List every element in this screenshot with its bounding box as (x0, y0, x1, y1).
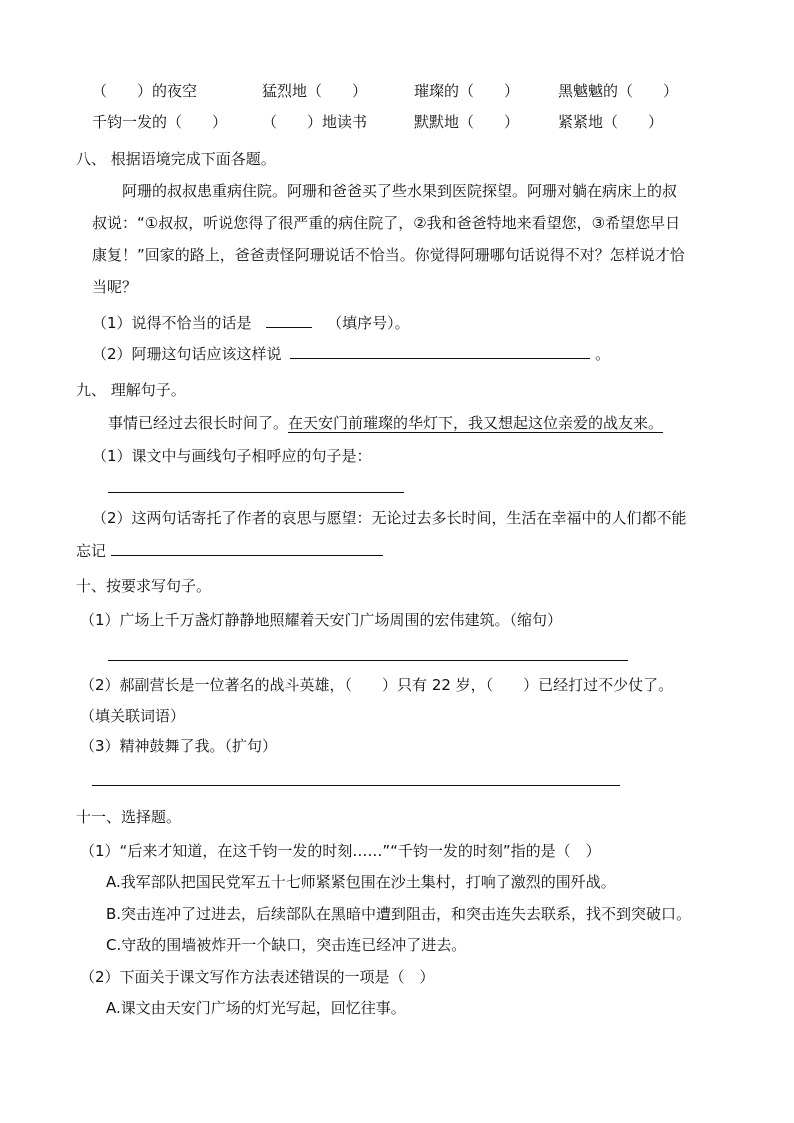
answer-line[interactable] (108, 660, 628, 661)
option-a[interactable]: A.我军部队把国民党军五十七师紧紧包围在沙土集村，打响了激烈的围歼战。 (106, 873, 616, 891)
vocab-item: 璀璨的（ ） (414, 82, 520, 100)
answer-line[interactable] (108, 492, 404, 493)
q8-sub1-prefix: （1）说得不恰当的话是 (92, 314, 252, 332)
passage-line: 阿珊的叔叔患重病住院。阿珊和爸爸买了些水果到医院探望。阿珊对躺在病床上的叔 (122, 182, 678, 200)
answer-line[interactable] (92, 785, 620, 786)
underlined-sentence: 在天安门前璀璨的华灯下，我又想起这位亲爱的战友来。 (288, 414, 664, 432)
section-heading-10: 十、按要求写句子。 (76, 577, 212, 595)
q10-sub2: （2）郝副营长是一位著名的战斗英雄，（ ）只有 22 岁，（ ）已经打过不少仗了。 (80, 676, 674, 694)
q9-sentence (108, 412, 663, 434)
answer-blank[interactable] (290, 342, 590, 359)
option-c[interactable]: C.守敌的围墙被炸开一个缺口，突击连已经冲了进去。 (106, 936, 467, 954)
q10-sub2-note: （填关联词语） (80, 707, 186, 725)
q9-sub2: （2）这两句话寄托了作者的哀思与愿望：无论过去多长时间，生活在幸福中的人们都不能 (92, 509, 687, 527)
option-a[interactable]: A.课文由天安门广场的灯光写起，回忆往事。 (106, 999, 406, 1017)
q8-sub1-suffix: （填序号）。 (327, 314, 410, 332)
section-heading-8: 八、 根据语境完成下面各题。 (76, 150, 276, 168)
vocab-item: 千钧一发的（ ） (92, 113, 228, 131)
passage-line: 叔说：“①叔叔，听说您得了很严重的病住院了，②我和爸爸特地来看望您，③希望您早日 (92, 214, 681, 232)
vocab-item: （ ）地读书 (262, 113, 368, 131)
option-b[interactable]: B.突击连冲了过进去，后续部队在黑暗中遭到阻击，和突击连失去联系，找不到突破口。 (106, 905, 692, 923)
q8-sub2 (92, 342, 610, 365)
answer-blank[interactable] (266, 311, 312, 328)
passage-line: 康复！”回家的路上，爸爸责怪阿珊说话不恰当。你觉得阿珊哪句话说得不对？怎样说才恰 (92, 246, 685, 264)
section-heading-9: 九、 理解句子。 (76, 381, 186, 399)
vocab-item: 紧紧地（ ） (558, 113, 664, 131)
q8-sub2-prefix: （2）阿珊这句话应该这样说 (92, 345, 282, 363)
vocab-item: （ ）的夜空 (92, 82, 198, 100)
q8-sub2-suffix: 。 (595, 345, 611, 363)
vocab-item: 黑魆魆的（ ） (558, 82, 679, 100)
q9-sub1: （1）课文中与画线句子相呼应的句子是： (92, 447, 372, 465)
vocab-item: 默默地（ ） (414, 113, 520, 131)
plain-sentence: 事情已经过去很长时间了。 (108, 414, 289, 432)
section-heading-11: 十一、选择题。 (76, 808, 182, 826)
answer-blank[interactable] (111, 539, 383, 556)
passage-line: 当呢？ (92, 278, 138, 296)
q9-sub2-prefix: 忘记 (76, 542, 107, 560)
q10-sub1: （1）广场上千万盏灯静静地照耀着天安门广场周围的宏伟建筑。（缩句） (80, 611, 563, 629)
q10-sub3: （3）精神鼓舞了我。（扩句） (80, 737, 278, 755)
q11-sub2: （2）下面关于课文写作方法表述错误的一项是（ ） (80, 968, 435, 986)
vocab-item: 猛烈地（ ） (262, 82, 368, 100)
q9-sub2-cont (76, 539, 383, 562)
q11-sub1: （1）“后来才知道，在这千钧一发的时刻……”“千钧一发的时刻”指的是（ ） (80, 842, 601, 860)
q8-sub1 (92, 311, 410, 334)
